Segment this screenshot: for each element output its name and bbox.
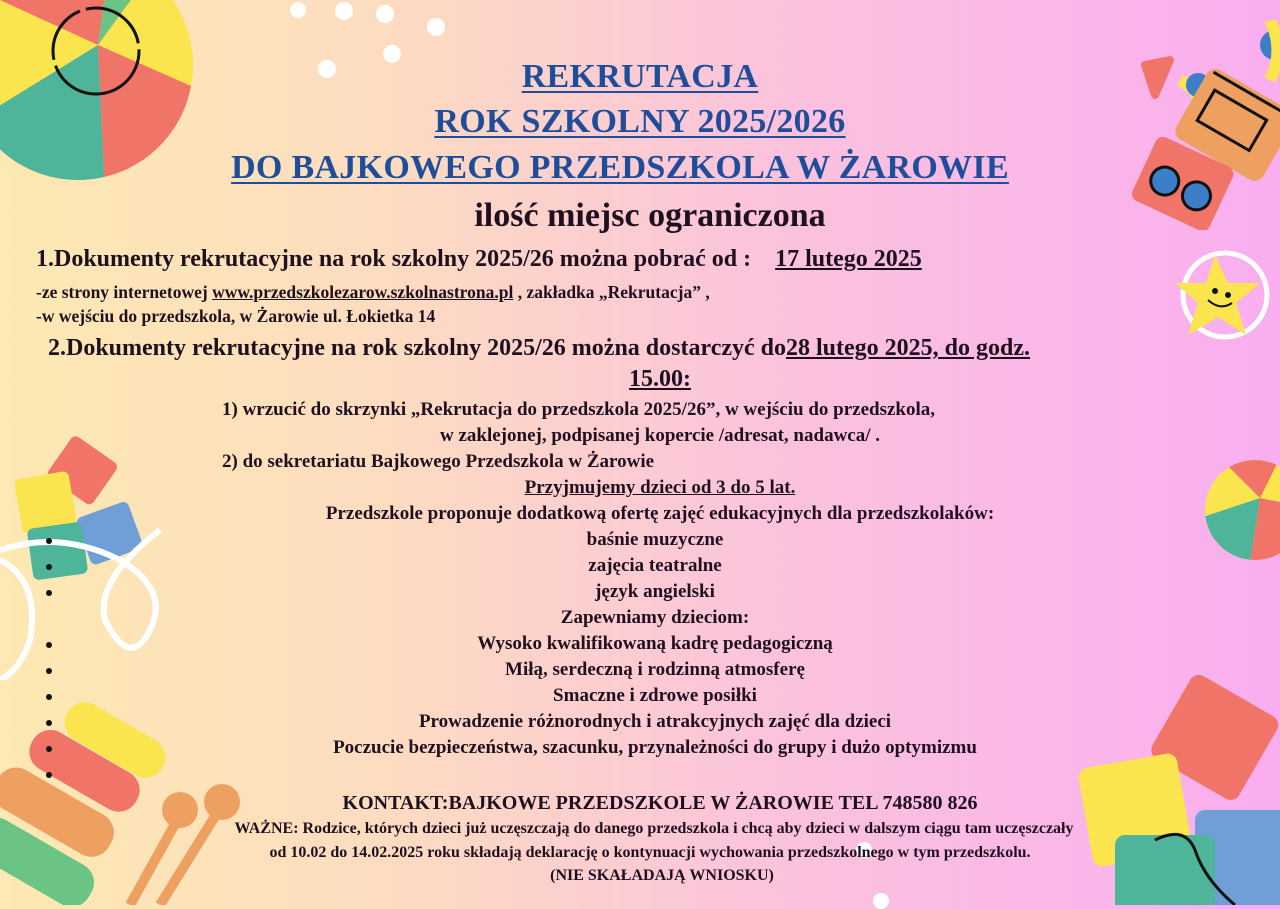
bullet-icon	[46, 538, 52, 544]
option1-line2: w zaklejonej, podpisanej kopercie /adresat, nadawca/ .	[440, 425, 880, 446]
notice-line-2: od 10.02 do 14.02.2025 roku składają deklarację o kontynuacji wychowania przedszkolnego w tym przedszkolu.	[269, 844, 1031, 861]
option1-line1: 1) wrzucić do skrzynki „Rekrutacja do przedszkola 2025/26”, w wejściu do przedszkola,	[222, 399, 935, 420]
confetti-dot	[376, 5, 394, 23]
offer-item: język angielski	[595, 581, 715, 602]
offer-intro: Przedszkole proponuje dodatkową ofertę zajęć edukacyjnych dla przedszkolaków:	[325, 503, 995, 524]
bullet-icon	[46, 772, 52, 778]
source-web-suffix: , zakładka „Rekrutacja” ,	[513, 282, 710, 302]
download-date: 17 lutego 2025	[775, 246, 922, 272]
bullet-icon	[46, 746, 52, 752]
contact-info: KONTAKT:BAJKOWE PRZEDSZKOLE W ŻAROWIE TEL 748580 826	[342, 792, 978, 814]
guarantee-item: Wysoko kwalifikowaną kadrę pedagogiczną	[477, 633, 833, 654]
offer-item: zajęcia teatralne	[588, 555, 722, 576]
title-line-2: ROK SZKOLNY 2025/2026	[434, 103, 846, 140]
deadline-time: 15.00:	[629, 366, 691, 392]
section1-heading	[36, 246, 922, 273]
confetti-dot	[427, 18, 445, 36]
option2: 2) do sekretariatu Bajkowego Przedszkola w Żarowie	[222, 451, 655, 472]
section1-heading-text: 1.Dokumenty rekrutacyjne na rok szkolny 2025/26 można pobrać od :	[36, 246, 752, 272]
title-line-3: DO BAJKOWEGO PRZEDSZKOLA W ŻAROWIE	[231, 149, 1009, 186]
section1-source-web	[36, 282, 710, 303]
bullet-icon	[46, 642, 52, 648]
confetti-dot	[873, 893, 889, 909]
notice-line-3: (NIE SKAŁADAJĄ WNIOSKU)	[550, 867, 774, 884]
bullet-icon	[46, 668, 52, 674]
deadline-date: 28 lutego 2025, do godz.	[786, 335, 1031, 361]
section2-heading-text: 2.Dokumenty rekrutacyjne na rok szkolny 2025/26 można dostarczyć do	[48, 335, 786, 361]
age-info: Przyjmujemy dzieci od 3 do 5 lat.	[524, 477, 796, 498]
guarantees-intro: Zapewniamy dzieciom:	[560, 607, 750, 628]
confetti-dot	[335, 2, 353, 20]
section1-source-entrance: -w wejściu do przedszkola, w Żarowie ul. Łokietka 14	[36, 306, 436, 326]
subtitle: ilość miejsc ograniczona	[474, 197, 826, 234]
guarantee-item: Miłą, serdeczną i rodzinną atmosferę	[505, 659, 805, 680]
bullet-icon	[46, 720, 52, 726]
section2-heading	[48, 335, 1030, 362]
confetti-dot	[290, 2, 306, 18]
notice-line-1: WAŻNE: Rodzice, których dzieci już uczęszczają do danego przedszkola i chcą aby dzieci w dalszym ciągu tam uczęszczały	[234, 820, 1074, 837]
offer-item: baśnie muzyczne	[586, 529, 724, 550]
guarantee-item: Poczucie bezpieczeństwa, szacunku, przynależności do grupy i dużo optymizmu	[333, 737, 977, 758]
guarantee-item: Prowadzenie różnorodnych i atrakcyjnych zajęć dla dzieci	[418, 711, 892, 732]
guarantee-item: Smaczne i zdrowe posiłki	[553, 685, 757, 706]
website-link[interactable]: www.przedszkolezarow.szkolnastrona.pl	[212, 282, 514, 302]
bullet-icon	[46, 564, 52, 570]
bullet-icon	[46, 590, 52, 596]
bullet-icon	[46, 694, 52, 700]
title-line-1: REKRUTACJA	[521, 58, 759, 95]
star-icon	[1170, 245, 1280, 340]
source-web-prefix: -ze strony internetowej	[36, 282, 213, 302]
